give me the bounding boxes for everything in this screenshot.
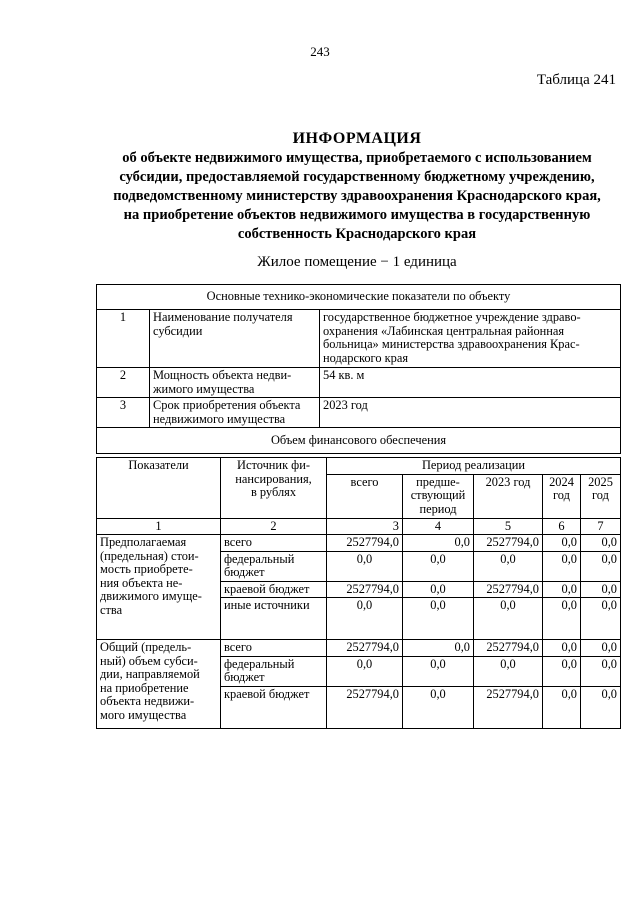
column-number: 2 [221, 518, 327, 535]
subtitle-line: субсидии, предоставляемой государственному бюджетному учреждению, [119, 169, 595, 185]
total-header: всего [327, 474, 403, 518]
value-cell: 0,0 [543, 535, 581, 552]
value-cell: 0,0 [543, 640, 581, 657]
source-cell [221, 551, 327, 581]
source-line: федеральный [224, 551, 295, 566]
period-header: Период реализации [327, 458, 621, 475]
table-row [97, 398, 621, 428]
label-line: ства [100, 602, 123, 617]
label-line: Предполагаемая [100, 535, 187, 549]
column-number: 7 [581, 518, 621, 535]
header-line: нансирования, [235, 471, 312, 486]
header-line: 2024 [549, 474, 574, 489]
value-cell: 0,0 [581, 581, 621, 598]
source-cell: всего [221, 535, 327, 552]
value-cell: 0,0 [581, 551, 621, 581]
object-info-table [96, 284, 621, 454]
value-cell: 2527794,0 [327, 535, 403, 552]
value-cell: 0,0 [581, 535, 621, 552]
label-line: ный) объем субси- [100, 653, 198, 668]
row-label [150, 310, 320, 368]
group-label [97, 640, 221, 729]
value-cell: 0,0 [327, 656, 403, 686]
value-cell: 0,0 [581, 686, 621, 728]
label-line: ния объекта не- [100, 575, 183, 590]
value-cell: 0,0 [474, 656, 543, 686]
label-line: субсидии [153, 323, 203, 338]
previous-period-header [403, 474, 474, 518]
source-line: бюджет [224, 565, 265, 579]
header-line: ствующий [410, 488, 466, 502]
value-cell: 0,0 [403, 686, 474, 728]
value-cell: 0,0 [403, 598, 474, 640]
value-cell: 0,0 [543, 656, 581, 686]
page-number: 243 [310, 44, 330, 59]
source-line: федеральный [224, 656, 295, 671]
value-cell: 2527794,0 [474, 581, 543, 598]
table-row [97, 368, 621, 398]
value-cell: 0,0 [543, 581, 581, 598]
subtitle-line: подведомственному министерству здравоохранения Краснодарского края, [113, 188, 601, 204]
label-line: мого имущества [100, 707, 187, 722]
label-line: недвижимого имущества [153, 411, 286, 426]
value-cell: 0,0 [327, 551, 403, 581]
source-cell: краевой бюджет [221, 581, 327, 598]
value-line: охранения «Лабинская центральная районная [323, 323, 565, 338]
header-line: Источник фи- [237, 458, 310, 472]
value-cell: 0,0 [543, 551, 581, 581]
value-cell: 0,0 [581, 656, 621, 686]
header-line: период [419, 501, 457, 516]
group-label [97, 535, 221, 640]
object-caption: Жилое помещение − 1 единица [257, 254, 457, 270]
label-line: Мощность объекта недви- [153, 368, 292, 382]
row-number: 3 [97, 398, 150, 428]
label-line: Срок приобретения объекта [153, 398, 301, 412]
row-number: 1 [97, 310, 150, 368]
table-number: Таблица 241 [536, 72, 616, 88]
indicators-header: Показатели [97, 458, 221, 519]
label-line: (предельная) стои- [100, 548, 199, 563]
value-cell: 2527794,0 [474, 535, 543, 552]
document-subtitle [92, 149, 622, 244]
year-2025-header [581, 474, 621, 518]
source-cell [221, 656, 327, 686]
row-number: 2 [97, 368, 150, 398]
subtitle-line: собственность Краснодарского края [237, 226, 477, 242]
value-cell: 0,0 [403, 535, 474, 552]
value-cell: 0,0 [403, 581, 474, 598]
value-line: нодарского края [323, 350, 409, 365]
column-number: 3 [327, 518, 403, 535]
label-line: Общий (предель- [100, 640, 192, 654]
subtitle-line: на приобретение объектов недвижимого имущества в государственную [123, 207, 591, 223]
row-value: 54 кв. м [320, 368, 621, 398]
table-row [97, 310, 621, 368]
finance-table [96, 457, 621, 729]
finance-header: Объем финансового обеспечения [97, 428, 621, 454]
value-cell: 0,0 [543, 598, 581, 640]
row-value [320, 310, 621, 368]
column-number: 4 [403, 518, 474, 535]
label-line: жимого имущества [153, 381, 255, 396]
value-cell: 0,0 [581, 598, 621, 640]
label-line: Наименование получателя [153, 310, 293, 324]
source-cell: всего [221, 640, 327, 657]
value-cell: 0,0 [403, 551, 474, 581]
value-cell: 0,0 [474, 598, 543, 640]
value-cell: 0,0 [474, 551, 543, 581]
column-numbers-row [97, 518, 621, 535]
value-cell: 0,0 [581, 640, 621, 657]
value-cell: 2527794,0 [327, 640, 403, 657]
column-number: 6 [543, 518, 581, 535]
subtitle-line: об объекте недвижимого имущества, приобретаемого с использованием [122, 150, 592, 166]
label-line: объекта недвижи- [100, 694, 195, 708]
value-cell: 2527794,0 [474, 686, 543, 728]
label-line: дии, направляемой [100, 667, 200, 681]
row-value: 2023 год [320, 398, 621, 428]
row-label [150, 398, 320, 428]
label-line: движимого имуще- [100, 589, 202, 603]
main-header: Основные технико-экономические показатели по объекту [97, 285, 621, 310]
column-number: 1 [97, 518, 221, 535]
value-line: больница» министерства здравоохранения Крас- [323, 337, 580, 351]
year-2024-header [543, 474, 581, 518]
source-header [221, 458, 327, 519]
column-number: 5 [474, 518, 543, 535]
year-2023-header: 2023 год [474, 474, 543, 518]
header-line: год [553, 488, 570, 502]
value-cell: 0,0 [403, 656, 474, 686]
value-cell: 0,0 [327, 598, 403, 640]
header-line: предше- [416, 474, 460, 489]
value-cell: 0,0 [543, 686, 581, 728]
document-title: ИНФОРМАЦИЯ [292, 130, 422, 147]
header-line: в рублях [250, 485, 297, 499]
value-cell: 2527794,0 [327, 581, 403, 598]
header-line: 2025 [588, 474, 613, 489]
row-label [150, 368, 320, 398]
table-row [97, 640, 621, 657]
label-line: мость приобрете- [100, 562, 193, 576]
value-cell: 2527794,0 [474, 640, 543, 657]
source-cell: иные источники [221, 598, 327, 640]
label-line: на приобретение [100, 680, 189, 695]
source-cell: краевой бюджет [221, 686, 327, 728]
header-line: год [592, 488, 609, 502]
table-row [97, 535, 621, 552]
value-cell: 2527794,0 [327, 686, 403, 728]
value-line: государственное бюджетное учреждение здраво- [323, 310, 581, 324]
source-line: бюджет [224, 670, 265, 684]
value-cell: 0,0 [403, 640, 474, 657]
